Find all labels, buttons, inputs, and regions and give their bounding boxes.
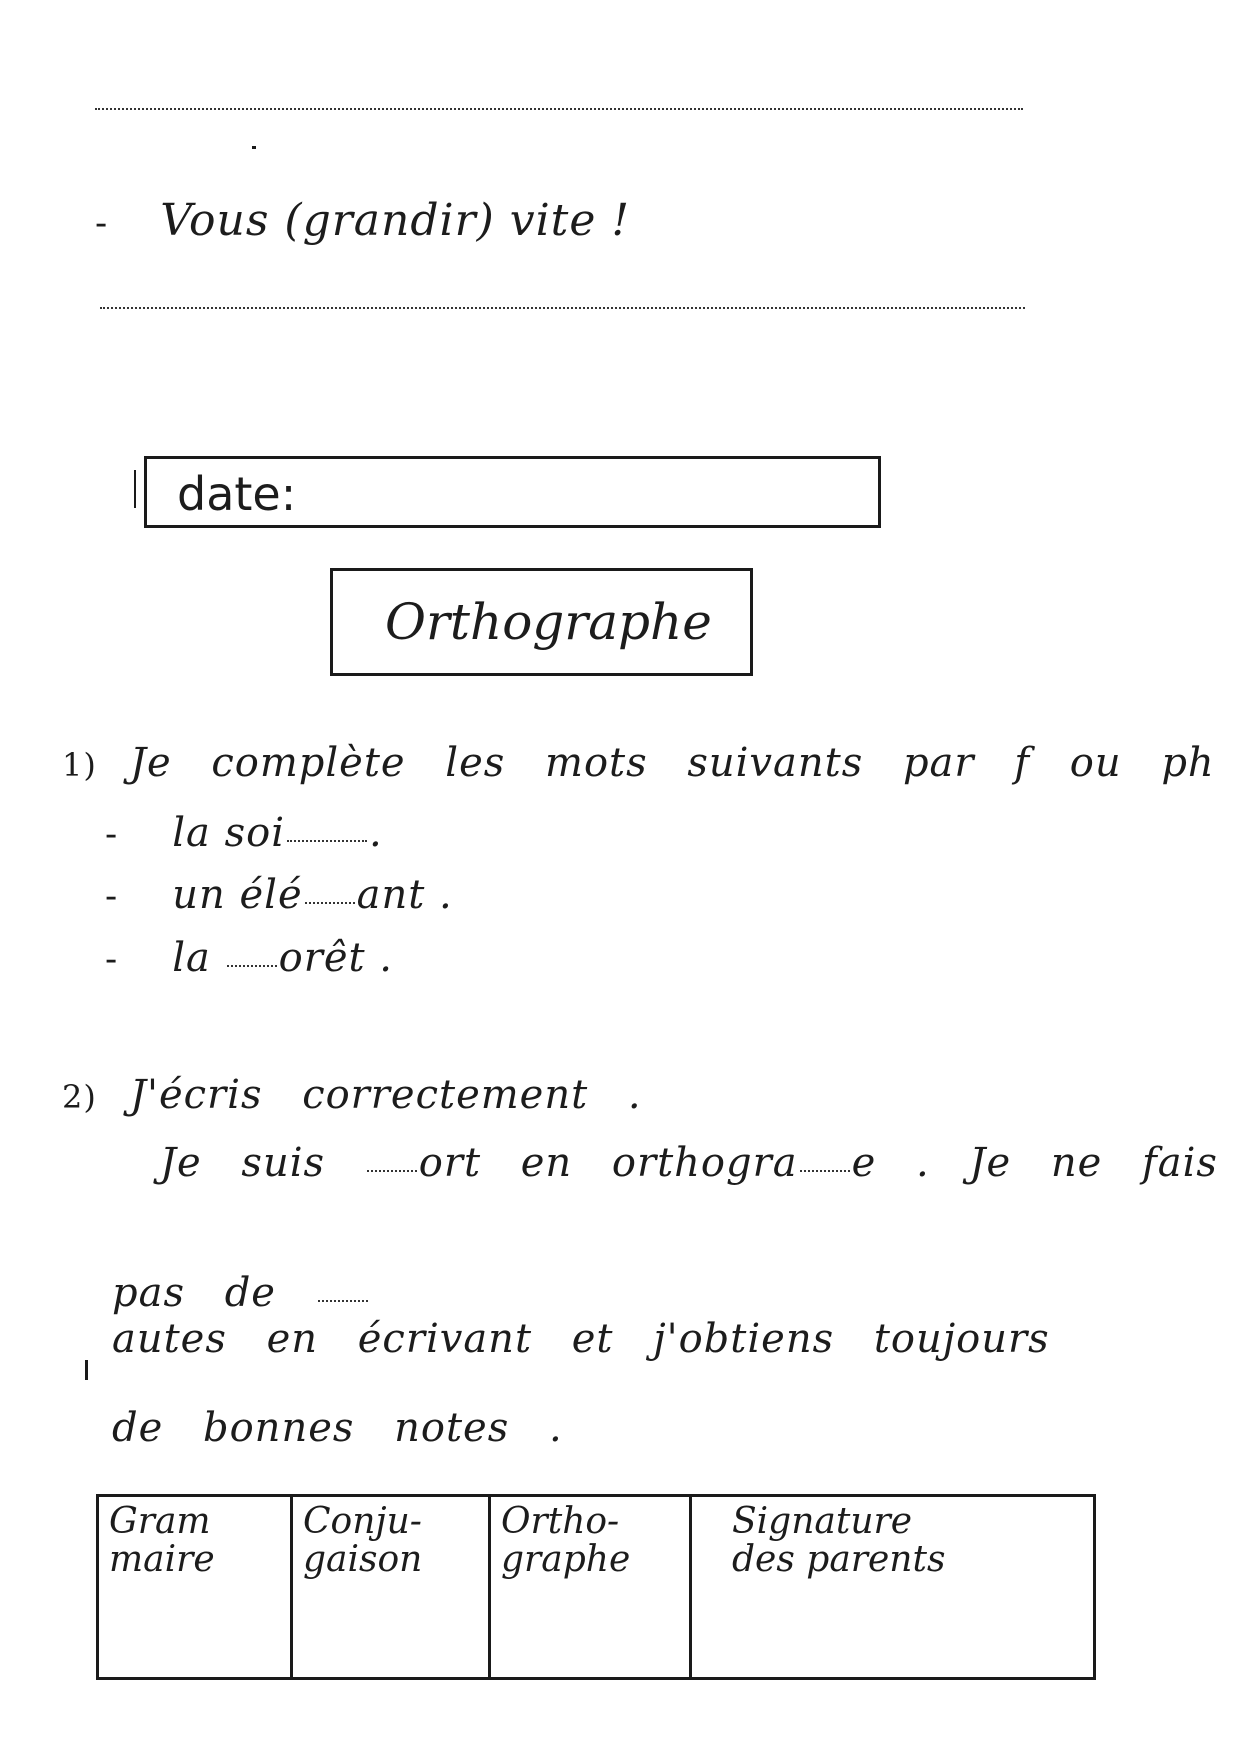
fill-in-blank[interactable] [227,965,277,967]
grades-table [96,1494,1096,1680]
exercise-1-item [105,935,393,981]
item-dash: - [95,203,108,244]
fill-in-blank[interactable] [305,902,355,904]
date-label: date: [177,467,297,521]
stray-mark [85,1360,88,1380]
item-text: la soi [172,810,286,856]
top-exercise [95,195,630,246]
table-header: Signature des parents [732,1501,946,1580]
spelling-cell[interactable] [490,1496,691,1679]
exercise-1-item [105,872,453,918]
date-box [144,456,881,528]
sentence-text: e . Je ne fais [851,1140,1218,1186]
fill-in-blank[interactable] [367,1170,417,1172]
sentence-text: de bonnes notes . [112,1405,563,1451]
parents-signature-cell[interactable] [691,1496,1095,1679]
top-exercise-sentence: Vous (grandir) vite ! [160,195,631,246]
date-box-edge-mark [134,470,136,508]
sentence-text: autes en écrivant et j'obtiens toujours [112,1316,1050,1362]
exercise-2-number: 2) [62,1078,97,1116]
conjugation-cell[interactable] [292,1496,490,1679]
exercise-2-line [112,1405,563,1451]
exercise-2-instruction: J'écris correctement . [129,1072,642,1118]
item-text: un élé [172,872,303,918]
item-dash: - [105,876,118,917]
item-text: ant . [356,872,453,918]
title-box [330,568,753,676]
exercise-2 [62,1072,642,1118]
sentence-text: pas de [112,1270,316,1316]
exercise-2-line [160,1140,1218,1186]
exercise-1 [62,740,1215,786]
exercise-2-line [112,1270,1241,1362]
item-text: orêt . [278,935,394,981]
item-dash: - [105,939,118,980]
exercise-1-number: 1) [62,746,97,784]
exercise-1-item [105,810,383,856]
table-header: Ortho- graphe [501,1501,631,1580]
stray-mark [252,146,256,149]
item-text: la [172,935,225,981]
exercise-1-instruction: Je complète les mots suivants par f ou ph [129,740,1215,786]
item-text: . [369,810,383,856]
fill-in-blank[interactable] [800,1170,850,1172]
fill-in-blank[interactable] [318,1300,368,1302]
grammar-cell[interactable] [98,1496,292,1679]
table-header: Gram maire [109,1501,215,1580]
answer-line-top[interactable] [95,108,1023,110]
sentence-text: ort en orthogra [418,1140,798,1186]
item-dash: - [105,814,118,855]
fill-in-blank[interactable] [287,840,367,842]
page-title: Orthographe [385,593,712,651]
answer-line-bottom[interactable] [100,307,1025,309]
sentence-text: Je suis [160,1140,365,1186]
table-header: Conju- gaison [303,1501,423,1580]
